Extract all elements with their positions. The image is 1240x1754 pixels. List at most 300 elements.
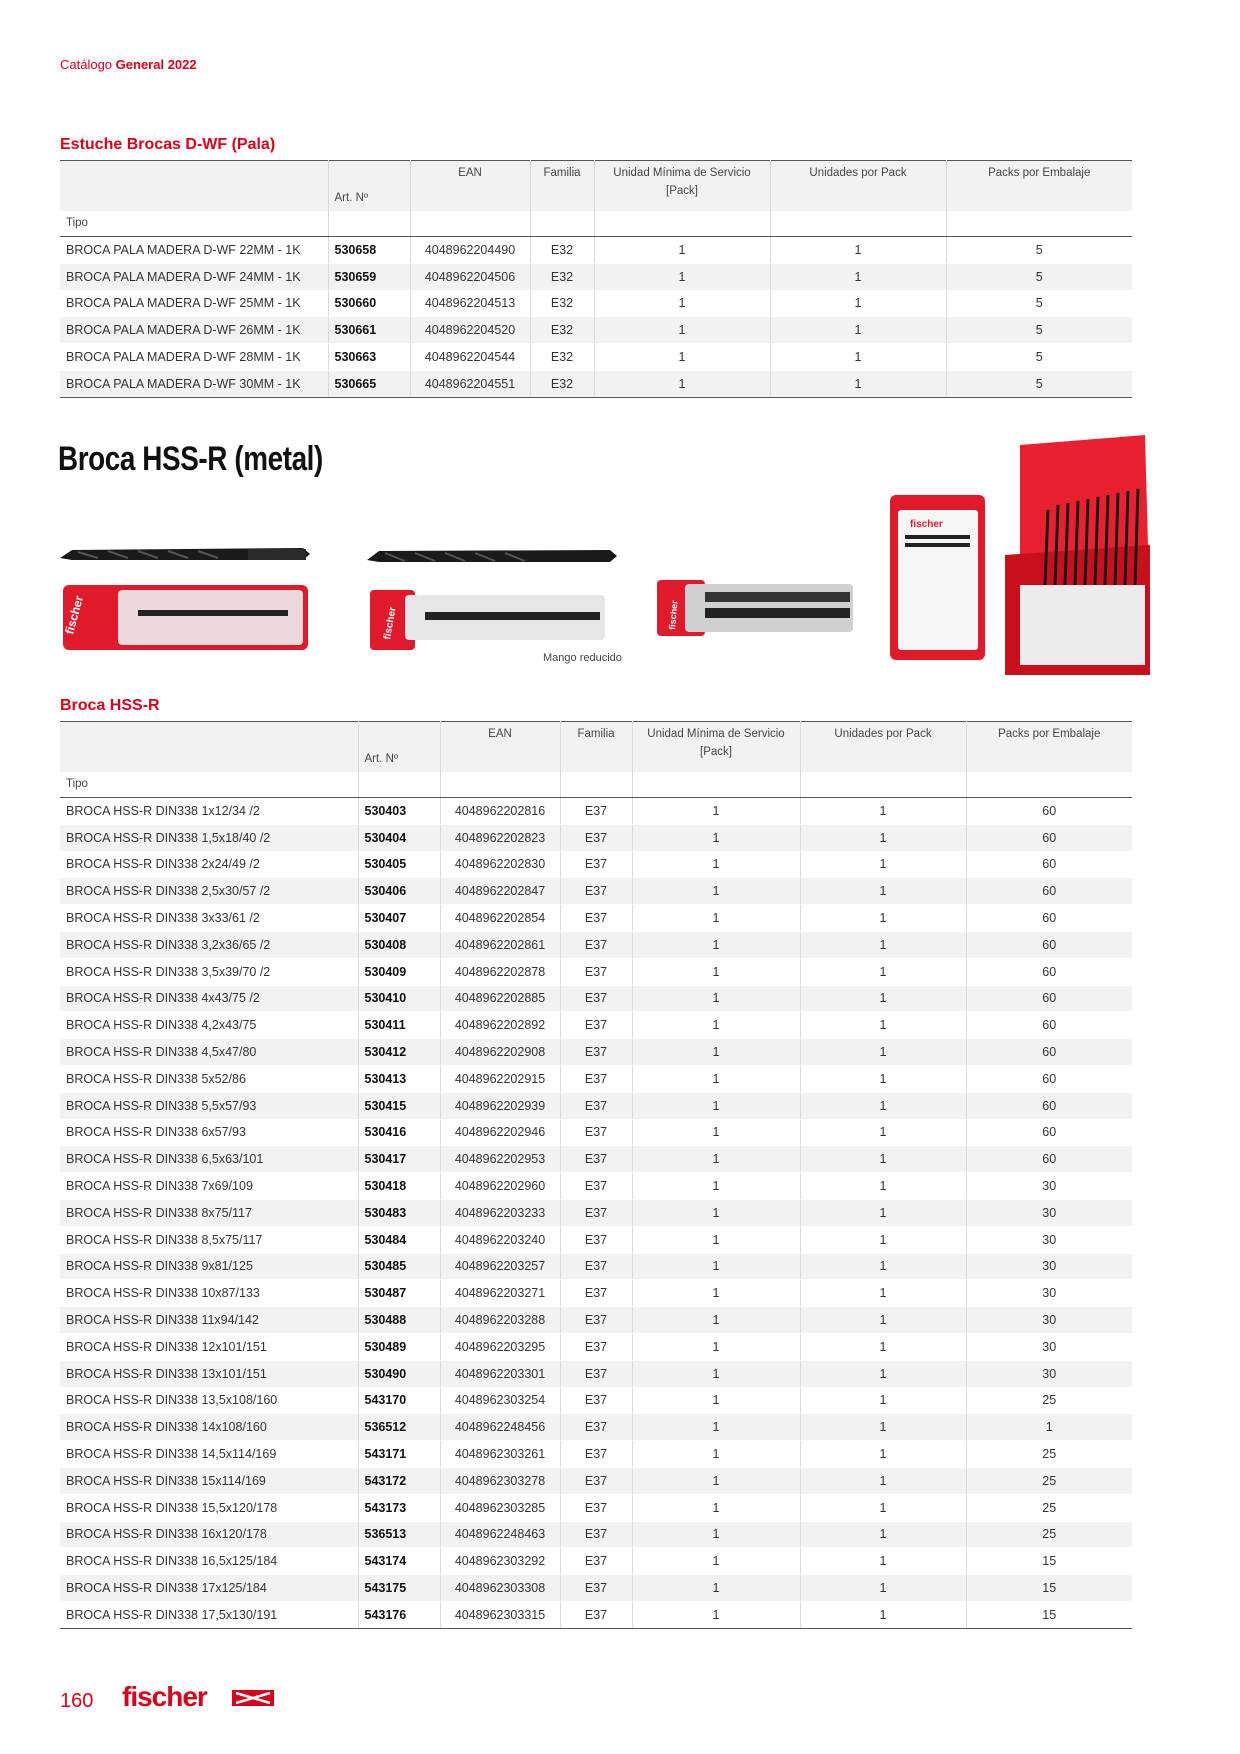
cell-tipo: BROCA HSS-R DIN338 2x24/49 /2 bbox=[60, 851, 358, 878]
cell-unidades-pack: 1 bbox=[800, 1173, 966, 1200]
cell-art: 543175 bbox=[358, 1575, 440, 1602]
cell-ean: 4048962204544 bbox=[410, 344, 530, 371]
cell-tipo: BROCA PALA MADERA D-WF 22MM - 1K bbox=[60, 237, 328, 264]
cell-ean: 4048962303292 bbox=[440, 1548, 560, 1575]
cell-ean: 4048962202878 bbox=[440, 958, 560, 985]
cell-unidades-pack: 1 bbox=[800, 985, 966, 1012]
cell-familia: E37 bbox=[560, 878, 632, 905]
cell-unidades-pack: 1 bbox=[770, 344, 946, 371]
table-row bbox=[60, 1119, 1132, 1146]
cell-unidades-pack: 1 bbox=[800, 824, 966, 851]
cell-packs-embalaje: 60 bbox=[966, 798, 1132, 825]
table-row bbox=[60, 1226, 1132, 1253]
cell-ean: 4048962202960 bbox=[440, 1173, 560, 1200]
cell-unidad-minima: 1 bbox=[632, 1601, 800, 1628]
cell-unidades-pack: 1 bbox=[800, 1146, 966, 1173]
cell-familia: E32 bbox=[530, 237, 594, 264]
cell-unidad-minima: 1 bbox=[632, 1253, 800, 1280]
cell-familia: E37 bbox=[560, 1441, 632, 1468]
cell-familia: E37 bbox=[560, 1280, 632, 1307]
cell-unidades-pack: 1 bbox=[800, 958, 966, 985]
cell-packs-embalaje: 30 bbox=[966, 1253, 1132, 1280]
cell-ean: 4048962303254 bbox=[440, 1387, 560, 1414]
cell-packs-embalaje: 30 bbox=[966, 1199, 1132, 1226]
cell-tipo: BROCA HSS-R DIN338 4,2x43/75 bbox=[60, 1012, 358, 1039]
svg-text:fischer: fischer bbox=[910, 519, 943, 530]
cell-ean: 4048962203301 bbox=[440, 1360, 560, 1387]
table-row bbox=[60, 1494, 1132, 1521]
svg-text:fischer: fischer bbox=[382, 606, 399, 641]
table-row bbox=[60, 1441, 1132, 1468]
cell-unidad-minima: 1 bbox=[632, 1494, 800, 1521]
cell-ean: 4048962202847 bbox=[440, 878, 560, 905]
cell-art: 530660 bbox=[328, 290, 410, 317]
cell-familia: E37 bbox=[560, 1360, 632, 1387]
cell-familia: E37 bbox=[560, 1548, 632, 1575]
cell-ean: 4048962203295 bbox=[440, 1333, 560, 1360]
cell-unidad-minima: 1 bbox=[632, 1360, 800, 1387]
cell-art: 543176 bbox=[358, 1601, 440, 1628]
cell-tipo: BROCA PALA MADERA D-WF 30MM - 1K bbox=[60, 370, 328, 397]
cell-familia: E37 bbox=[560, 798, 632, 825]
catalog-header bbox=[60, 57, 197, 72]
cell-art: 543174 bbox=[358, 1548, 440, 1575]
table-row bbox=[60, 1601, 1132, 1628]
cell-packs-embalaje: 30 bbox=[966, 1280, 1132, 1307]
cell-tipo: BROCA HSS-R DIN338 2,5x30/57 /2 bbox=[60, 878, 358, 905]
table-row bbox=[60, 1333, 1132, 1360]
cell-unidad-minima: 1 bbox=[632, 1146, 800, 1173]
cell-ean: 4048962202892 bbox=[440, 1012, 560, 1039]
cell-unidad-minima: 1 bbox=[632, 1199, 800, 1226]
cell-packs-embalaje: 60 bbox=[966, 1119, 1132, 1146]
cell-art: 530417 bbox=[358, 1146, 440, 1173]
cell-packs-embalaje: 60 bbox=[966, 931, 1132, 958]
catalog-name: General 2022 bbox=[115, 57, 197, 72]
cell-packs-embalaje: 60 bbox=[966, 851, 1132, 878]
cell-tipo: BROCA PALA MADERA D-WF 28MM - 1K bbox=[60, 344, 328, 371]
cell-familia: E37 bbox=[560, 1146, 632, 1173]
table-row bbox=[60, 878, 1132, 905]
cell-art: 530403 bbox=[358, 798, 440, 825]
cell-packs-embalaje: 5 bbox=[946, 370, 1132, 397]
cell-unidad-minima: 1 bbox=[632, 1548, 800, 1575]
cell-unidad-minima: 1 bbox=[632, 1119, 800, 1146]
cell-unidades-pack: 1 bbox=[800, 1012, 966, 1039]
cell-packs-embalaje: 60 bbox=[966, 1039, 1132, 1066]
cell-familia: E37 bbox=[560, 1387, 632, 1414]
table-row bbox=[60, 1146, 1132, 1173]
cell-unidades-pack: 1 bbox=[800, 798, 966, 825]
cell-art: 530489 bbox=[358, 1333, 440, 1360]
cell-art: 530661 bbox=[328, 317, 410, 344]
cell-unidades-pack: 1 bbox=[800, 851, 966, 878]
table-row bbox=[60, 1065, 1132, 1092]
cell-tipo: BROCA HSS-R DIN338 3,5x39/70 /2 bbox=[60, 958, 358, 985]
cell-unidades-pack: 1 bbox=[800, 878, 966, 905]
cell-art: 530488 bbox=[358, 1307, 440, 1334]
hss-r-drill-table bbox=[60, 721, 1132, 1629]
cell-unidades-pack: 1 bbox=[800, 1092, 966, 1119]
cell-unidades-pack: 1 bbox=[800, 1333, 966, 1360]
cell-tipo: BROCA HSS-R DIN338 8,5x75/117 bbox=[60, 1226, 358, 1253]
cell-art: 543173 bbox=[358, 1494, 440, 1521]
cell-packs-embalaje: 15 bbox=[966, 1601, 1132, 1628]
table-row bbox=[60, 905, 1132, 932]
cell-unidad-minima: 1 bbox=[632, 851, 800, 878]
table-row bbox=[60, 798, 1132, 825]
cell-tipo: BROCA HSS-R DIN338 8x75/117 bbox=[60, 1199, 358, 1226]
cell-ean: 4048962202908 bbox=[440, 1039, 560, 1066]
cell-unidad-minima: 1 bbox=[632, 1521, 800, 1548]
cell-familia: E37 bbox=[560, 1092, 632, 1119]
cell-tipo: BROCA HSS-R DIN338 12x101/151 bbox=[60, 1333, 358, 1360]
cell-familia: E37 bbox=[560, 1307, 632, 1334]
cell-ean: 4048962248463 bbox=[440, 1521, 560, 1548]
drill-bit-reduced-shank-image bbox=[365, 540, 620, 660]
table-row bbox=[60, 1253, 1132, 1280]
cell-familia: E37 bbox=[560, 931, 632, 958]
pala-drill-table bbox=[60, 160, 1132, 398]
cell-art: 530409 bbox=[358, 958, 440, 985]
cell-unidades-pack: 1 bbox=[800, 1119, 966, 1146]
cell-packs-embalaje: 60 bbox=[966, 1146, 1132, 1173]
cell-unidades-pack: 1 bbox=[770, 237, 946, 264]
cell-familia: E37 bbox=[560, 1039, 632, 1066]
col-familia: Familia bbox=[560, 722, 632, 746]
col-art: Art. Nº bbox=[358, 746, 440, 772]
cell-tipo: BROCA HSS-R DIN338 4x43/75 /2 bbox=[60, 985, 358, 1012]
col-art: Art. Nº bbox=[328, 185, 410, 211]
col-unidades-pack: Unidades por Pack bbox=[800, 722, 966, 746]
cell-packs-embalaje: 5 bbox=[946, 317, 1132, 344]
cell-unidad-minima: 1 bbox=[632, 1173, 800, 1200]
cell-unidades-pack: 1 bbox=[770, 263, 946, 290]
cell-familia: E37 bbox=[560, 824, 632, 851]
col-ean: EAN bbox=[440, 722, 560, 746]
cell-tipo: BROCA HSS-R DIN338 14,5x114/169 bbox=[60, 1441, 358, 1468]
cell-unidades-pack: 1 bbox=[800, 1467, 966, 1494]
section1-title: Estuche Brocas D-WF (Pala) bbox=[60, 136, 276, 153]
cell-art: 536512 bbox=[358, 1414, 440, 1441]
cell-tipo: BROCA HSS-R DIN338 5x52/86 bbox=[60, 1065, 358, 1092]
cell-unidad-minima: 1 bbox=[632, 1307, 800, 1334]
cell-art: 530410 bbox=[358, 985, 440, 1012]
cell-art: 543172 bbox=[358, 1467, 440, 1494]
cell-ean: 4048962203257 bbox=[440, 1253, 560, 1280]
table-row bbox=[60, 851, 1132, 878]
table-row bbox=[60, 1521, 1132, 1548]
cell-unidad-minima: 1 bbox=[632, 985, 800, 1012]
section2-title: Broca HSS-R bbox=[60, 697, 160, 714]
cell-familia: E37 bbox=[560, 1521, 632, 1548]
table-row bbox=[60, 958, 1132, 985]
cell-packs-embalaje: 30 bbox=[966, 1333, 1132, 1360]
cell-art: 530406 bbox=[358, 878, 440, 905]
cell-packs-embalaje: 5 bbox=[946, 237, 1132, 264]
cell-art: 530404 bbox=[358, 824, 440, 851]
cell-unidades-pack: 1 bbox=[800, 1601, 966, 1628]
cell-unidades-pack: 1 bbox=[800, 1280, 966, 1307]
cell-ean: 4048962202939 bbox=[440, 1092, 560, 1119]
cell-ean: 4048962202885 bbox=[440, 985, 560, 1012]
cell-familia: E37 bbox=[560, 1199, 632, 1226]
cell-familia: E37 bbox=[560, 851, 632, 878]
cell-unidad-minima: 1 bbox=[632, 905, 800, 932]
cell-tipo: BROCA PALA MADERA D-WF 25MM - 1K bbox=[60, 290, 328, 317]
cell-packs-embalaje: 30 bbox=[966, 1307, 1132, 1334]
cell-unidades-pack: 1 bbox=[800, 1494, 966, 1521]
cell-unidad-minima: 1 bbox=[632, 1039, 800, 1066]
cell-art: 530484 bbox=[358, 1226, 440, 1253]
cell-tipo: BROCA HSS-R DIN338 3x33/61 /2 bbox=[60, 905, 358, 932]
cell-unidades-pack: 1 bbox=[800, 1253, 966, 1280]
cell-unidades-pack: 1 bbox=[800, 1548, 966, 1575]
table-row bbox=[60, 1199, 1132, 1226]
cell-packs-embalaje: 25 bbox=[966, 1441, 1132, 1468]
cell-familia: E37 bbox=[560, 1467, 632, 1494]
col-tipo: Tipo bbox=[60, 211, 328, 237]
table-row bbox=[60, 1548, 1132, 1575]
cell-art: 543170 bbox=[358, 1387, 440, 1414]
table-row bbox=[60, 263, 1132, 290]
table-row bbox=[60, 290, 1132, 317]
cell-packs-embalaje: 15 bbox=[966, 1548, 1132, 1575]
col-ean: EAN bbox=[410, 161, 530, 185]
col-packs-embalaje: Packs por Embalaje bbox=[966, 722, 1132, 746]
cell-tipo: BROCA HSS-R DIN338 15,5x120/178 bbox=[60, 1494, 358, 1521]
cell-unidad-minima: 1 bbox=[632, 1575, 800, 1602]
cell-familia: E32 bbox=[530, 263, 594, 290]
cell-tipo: BROCA HSS-R DIN338 14x108/160 bbox=[60, 1414, 358, 1441]
table-row bbox=[60, 1173, 1132, 1200]
cell-packs-embalaje: 25 bbox=[966, 1467, 1132, 1494]
cell-unidad-minima: 1 bbox=[632, 1092, 800, 1119]
col-unidad-minima: Unidad Mínima de Servicio bbox=[594, 161, 770, 185]
drill-bit-pack-image bbox=[655, 578, 855, 638]
cell-unidad-minima: 1 bbox=[594, 317, 770, 344]
cell-unidades-pack: 1 bbox=[770, 370, 946, 397]
cell-unidades-pack: 1 bbox=[800, 1307, 966, 1334]
cell-unidad-minima: 1 bbox=[594, 290, 770, 317]
col-packs-embalaje: Packs por Embalaje bbox=[946, 161, 1132, 185]
cell-ean: 4048962248456 bbox=[440, 1414, 560, 1441]
cell-tipo: BROCA PALA MADERA D-WF 24MM - 1K bbox=[60, 263, 328, 290]
table-row bbox=[60, 1575, 1132, 1602]
cell-familia: E37 bbox=[560, 1226, 632, 1253]
cell-tipo: BROCA HSS-R DIN338 13x101/151 bbox=[60, 1360, 358, 1387]
cell-ean: 4048962202816 bbox=[440, 798, 560, 825]
col-familia: Familia bbox=[530, 161, 594, 185]
cell-packs-embalaje: 60 bbox=[966, 985, 1132, 1012]
cell-tipo: BROCA HSS-R DIN338 13,5x108/160 bbox=[60, 1387, 358, 1414]
cell-unidades-pack: 1 bbox=[770, 317, 946, 344]
cell-ean: 4048962202946 bbox=[440, 1119, 560, 1146]
cell-familia: E37 bbox=[560, 985, 632, 1012]
table-row bbox=[60, 237, 1132, 264]
page-number: 160 bbox=[60, 1690, 94, 1712]
cell-ean: 4048962204506 bbox=[410, 263, 530, 290]
cell-ean: 4048962202830 bbox=[440, 851, 560, 878]
cell-packs-embalaje: 5 bbox=[946, 290, 1132, 317]
cell-packs-embalaje: 30 bbox=[966, 1173, 1132, 1200]
cell-unidad-minima: 1 bbox=[632, 1065, 800, 1092]
table-row bbox=[60, 317, 1132, 344]
cell-art: 530665 bbox=[328, 370, 410, 397]
table-row bbox=[60, 985, 1132, 1012]
cell-ean: 4048962204513 bbox=[410, 290, 530, 317]
cell-familia: E37 bbox=[560, 1065, 632, 1092]
cell-packs-embalaje: 5 bbox=[946, 344, 1132, 371]
cell-unidades-pack: 1 bbox=[770, 290, 946, 317]
cell-ean: 4048962303315 bbox=[440, 1601, 560, 1628]
cell-familia: E32 bbox=[530, 317, 594, 344]
cell-familia: E37 bbox=[560, 1173, 632, 1200]
cell-familia: E37 bbox=[560, 1575, 632, 1602]
table-row bbox=[60, 1039, 1132, 1066]
cell-art: 530405 bbox=[358, 851, 440, 878]
cell-art: 530415 bbox=[358, 1092, 440, 1119]
cell-unidad-minima: 1 bbox=[594, 370, 770, 397]
cell-art: 530412 bbox=[358, 1039, 440, 1066]
drill-bit-blister-image bbox=[58, 540, 313, 660]
cell-unidades-pack: 1 bbox=[800, 1441, 966, 1468]
cell-unidades-pack: 1 bbox=[800, 1226, 966, 1253]
cell-ean: 4048962303308 bbox=[440, 1575, 560, 1602]
cell-ean: 4048962303261 bbox=[440, 1441, 560, 1468]
cell-unidad-minima: 1 bbox=[632, 1467, 800, 1494]
cell-ean: 4048962203233 bbox=[440, 1199, 560, 1226]
col-unidad-minima-unit: [Pack] bbox=[632, 746, 800, 772]
cell-tipo: BROCA HSS-R DIN338 7x69/109 bbox=[60, 1173, 358, 1200]
cell-unidad-minima: 1 bbox=[632, 1012, 800, 1039]
cell-ean: 4048962202861 bbox=[440, 931, 560, 958]
cell-ean: 4048962202953 bbox=[440, 1146, 560, 1173]
svg-text:fischer: fischer bbox=[667, 599, 680, 631]
cell-ean: 4048962202915 bbox=[440, 1065, 560, 1092]
cell-art: 530411 bbox=[358, 1012, 440, 1039]
cell-ean: 4048962303278 bbox=[440, 1467, 560, 1494]
table-row bbox=[60, 1092, 1132, 1119]
cell-tipo: BROCA HSS-R DIN338 17x125/184 bbox=[60, 1575, 358, 1602]
cell-tipo: BROCA HSS-R DIN338 10x87/133 bbox=[60, 1280, 358, 1307]
cell-art: 530416 bbox=[358, 1119, 440, 1146]
cell-familia: E32 bbox=[530, 344, 594, 371]
cell-art: 530490 bbox=[358, 1360, 440, 1387]
cell-art: 530407 bbox=[358, 905, 440, 932]
cell-tipo: BROCA HSS-R DIN338 1,5x18/40 /2 bbox=[60, 824, 358, 851]
cell-ean: 4048962203240 bbox=[440, 1226, 560, 1253]
col-tipo: Tipo bbox=[60, 772, 358, 798]
cell-packs-embalaje: 1 bbox=[966, 1414, 1132, 1441]
cell-ean: 4048962203288 bbox=[440, 1307, 560, 1334]
table-row bbox=[60, 1360, 1132, 1387]
cell-unidad-minima: 1 bbox=[632, 824, 800, 851]
cell-unidad-minima: 1 bbox=[594, 237, 770, 264]
cell-packs-embalaje: 25 bbox=[966, 1521, 1132, 1548]
cell-tipo: BROCA HSS-R DIN338 5,5x57/93 bbox=[60, 1092, 358, 1119]
table-row bbox=[60, 370, 1132, 397]
cell-packs-embalaje: 15 bbox=[966, 1575, 1132, 1602]
cell-unidades-pack: 1 bbox=[800, 1360, 966, 1387]
cell-tipo: BROCA HSS-R DIN338 17,5x130/191 bbox=[60, 1601, 358, 1628]
col-unidades-pack: Unidades por Pack bbox=[770, 161, 946, 185]
cell-packs-embalaje: 60 bbox=[966, 1012, 1132, 1039]
cell-unidad-minima: 1 bbox=[632, 1226, 800, 1253]
cell-unidad-minima: 1 bbox=[632, 798, 800, 825]
cell-tipo: BROCA HSS-R DIN338 6x57/93 bbox=[60, 1119, 358, 1146]
cell-unidad-minima: 1 bbox=[632, 931, 800, 958]
cell-art: 530485 bbox=[358, 1253, 440, 1280]
fischer-logo bbox=[122, 1680, 282, 1714]
brand-name: fischer bbox=[122, 1681, 207, 1712]
cell-art: 530658 bbox=[328, 237, 410, 264]
page-title: Broca HSS-R (metal) bbox=[58, 440, 323, 478]
cell-unidades-pack: 1 bbox=[800, 1521, 966, 1548]
cell-art: 530413 bbox=[358, 1065, 440, 1092]
cell-packs-embalaje: 30 bbox=[966, 1226, 1132, 1253]
cell-unidad-minima: 1 bbox=[594, 344, 770, 371]
cell-unidad-minima: 1 bbox=[632, 958, 800, 985]
cell-ean: 4048962303285 bbox=[440, 1494, 560, 1521]
cell-ean: 4048962202854 bbox=[440, 905, 560, 932]
cell-art: 530408 bbox=[358, 931, 440, 958]
cell-tipo: BROCA HSS-R DIN338 16,5x125/184 bbox=[60, 1548, 358, 1575]
cell-tipo: BROCA HSS-R DIN338 11x94/142 bbox=[60, 1307, 358, 1334]
cell-unidades-pack: 1 bbox=[800, 1575, 966, 1602]
cell-familia: E32 bbox=[530, 370, 594, 397]
cell-packs-embalaje: 25 bbox=[966, 1494, 1132, 1521]
table-row bbox=[60, 824, 1132, 851]
cell-unidad-minima: 1 bbox=[632, 1441, 800, 1468]
cell-ean: 4048962204490 bbox=[410, 237, 530, 264]
cell-art: 530659 bbox=[328, 263, 410, 290]
table-row bbox=[60, 1387, 1132, 1414]
cell-unidades-pack: 1 bbox=[800, 1199, 966, 1226]
cell-art: 530418 bbox=[358, 1173, 440, 1200]
cell-familia: E32 bbox=[530, 290, 594, 317]
cell-unidad-minima: 1 bbox=[632, 1333, 800, 1360]
cell-ean: 4048962204520 bbox=[410, 317, 530, 344]
cell-unidades-pack: 1 bbox=[800, 1065, 966, 1092]
cell-art: 530487 bbox=[358, 1280, 440, 1307]
image-caption: Mango reducido bbox=[543, 652, 622, 664]
cell-ean: 4048962204551 bbox=[410, 370, 530, 397]
table-row bbox=[60, 1307, 1132, 1334]
table-row bbox=[60, 344, 1132, 371]
cell-tipo: BROCA HSS-R DIN338 4,5x47/80 bbox=[60, 1039, 358, 1066]
cell-unidades-pack: 1 bbox=[800, 931, 966, 958]
cell-familia: E37 bbox=[560, 958, 632, 985]
cell-unidad-minima: 1 bbox=[632, 1280, 800, 1307]
cell-art: 530663 bbox=[328, 344, 410, 371]
catalog-prefix: Catálogo bbox=[60, 57, 113, 72]
cell-packs-embalaje: 60 bbox=[966, 958, 1132, 985]
svg-text:fischer: fischer bbox=[62, 594, 87, 636]
cell-packs-embalaje: 25 bbox=[966, 1387, 1132, 1414]
cell-packs-embalaje: 30 bbox=[966, 1360, 1132, 1387]
cell-familia: E37 bbox=[560, 1414, 632, 1441]
cell-packs-embalaje: 60 bbox=[966, 1092, 1132, 1119]
cell-unidades-pack: 1 bbox=[800, 1387, 966, 1414]
cell-familia: E37 bbox=[560, 1253, 632, 1280]
cell-familia: E37 bbox=[560, 1601, 632, 1628]
cell-tipo: BROCA HSS-R DIN338 3,2x36/65 /2 bbox=[60, 931, 358, 958]
cell-tipo: BROCA HSS-R DIN338 9x81/125 bbox=[60, 1253, 358, 1280]
table-row bbox=[60, 1414, 1132, 1441]
col-unidad-minima: Unidad Mínima de Servicio bbox=[632, 722, 800, 746]
cell-art: 530483 bbox=[358, 1199, 440, 1226]
